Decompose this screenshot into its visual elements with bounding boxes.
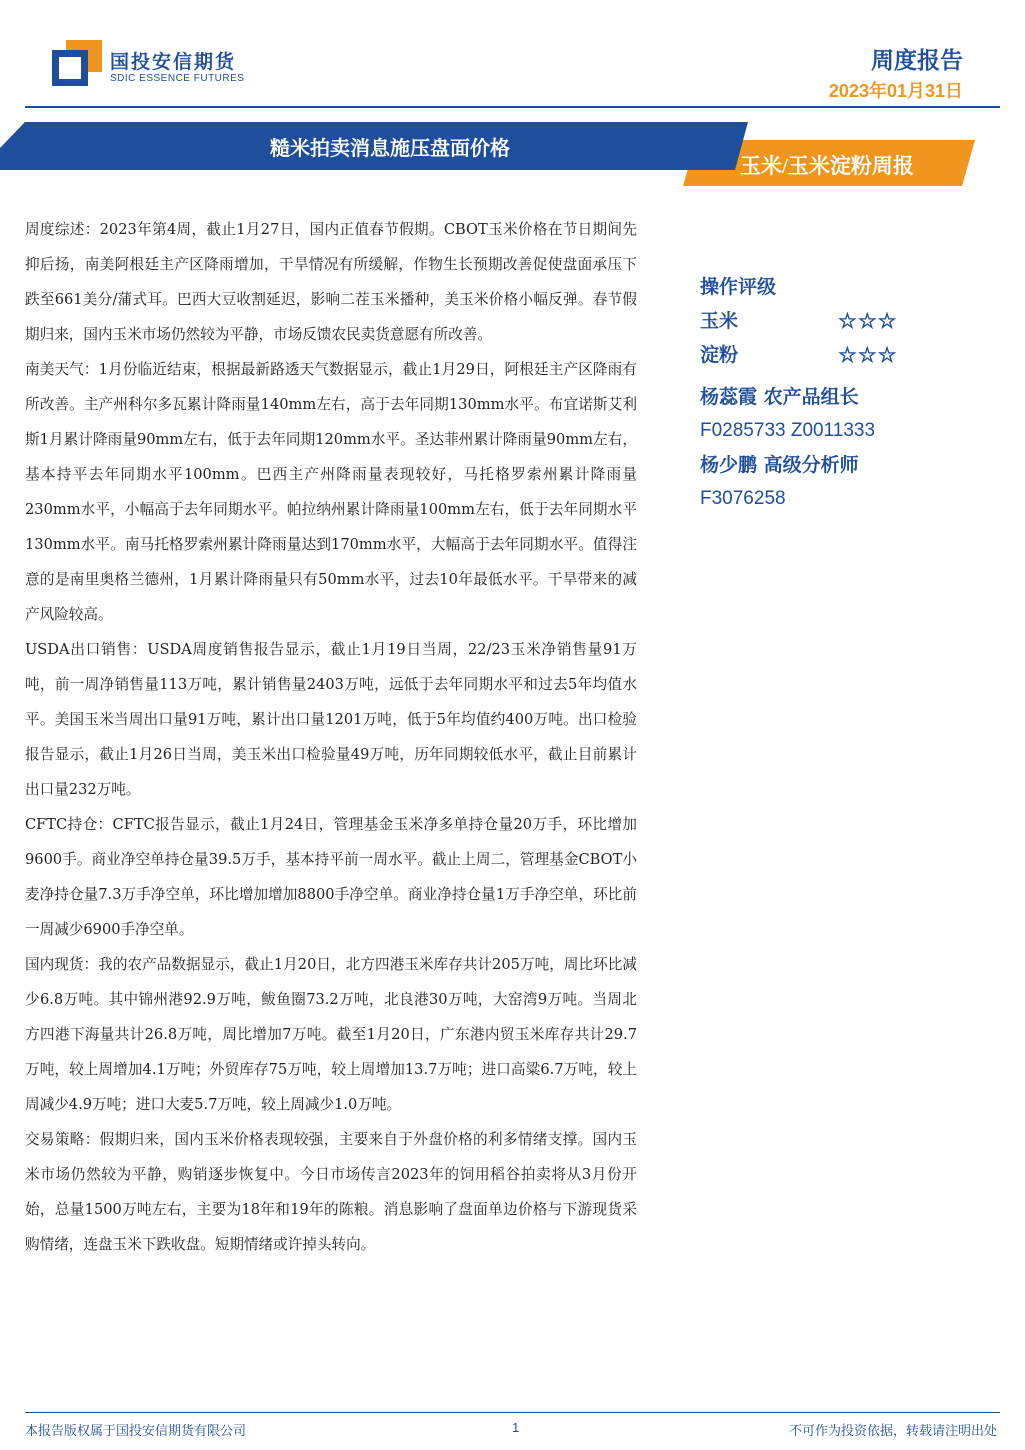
analyst-name-title: 杨少鹏 高级分析师 [700,454,859,476]
star-rating-icon: ☆☆☆ [838,308,898,333]
sidebar [700,270,960,516]
section-weekly-summary: 周度综述：2023年第4周，截止1月27日，国内正值春节假期。CBOT玉米价格在节日期间先抑后扬，南美阿根廷主产区降雨增加，干旱情况有所缓解，作物生长预期改善促使盘面承压下跌至661美分/蒲式耳。巴西大豆收割延迟，影响二茬玉米播种，美玉米价格小幅反弹。春节假期归来，国内玉米市场仍然较为平静，市场反馈农民卖货意愿有所改善。 [25,221,637,343]
analyst-name-title: 杨蕊霞 农产品组长 [700,386,859,408]
report-date: 2023年01月31日 [828,81,963,101]
rating-row-corn [700,304,960,338]
company-logo-icon [52,40,102,86]
section-usda-export-sales: USDA出口销售：USDA周度销售报告显示，截止1月19日当周，22/23玉米净销售量91万吨，前一周净销售量113万吨，累计销售量2403万吨，远低于去年同期水平和过去5年均值水平。美国玉米当周出口量91万吨，累计出口量1201万吨，低于5年均值约400万吨。出口检验报告显示，截止1月26日当周，美玉米出口检验量49万吨，历年同期较低水平，截止目前累计出口量232万吨。 [25,641,637,798]
rating-label: 玉米 [700,310,739,332]
section-domestic-spot: 国内现货：我的农产品数据显示，截止1月20日，北方四港玉米库存共计205万吨，周比环比减少6.8万吨。其中锦州港92.9万吨，鲅鱼圈73.2万吨，北良港30万吨，大窑湾9万吨。当周北方四港下海量共计26.8万吨，周比增加7万吨。截至1月20日，广东港内贸玉米库存共计29.7万吨，较上周增加4.1万吨；外贸库存75万吨，较上周增加13.7万吨；进口高粱6.7万吨，较上周减少4.9万吨；进口大麦5.7万吨，较上周减少1.0万吨。 [25,956,637,1113]
analyst-license: F0285733 Z0011333 [700,420,876,441]
report-body [25,212,637,1262]
report-subtitle: 玉米/玉米淀粉周报 [740,154,914,178]
rating-heading: 操作评级 [700,276,777,298]
logo-name-en: SDIC ESSENCE FUTURES [110,73,245,84]
section-trading-strategy: 交易策略：假期归来，国内玉米价格表现较强，主要来自于外盘价格的利多情绪支撑。国内玉米市场仍然较为平静，购销逐步恢复中。今日市场传言2023年的饲用稻谷拍卖将从3月份开始，总量1500万吨左右，主要为18年和19年的陈粮。消息影响了盘面单边价格与下游现货采购情绪，连盘玉米下跌收盘。短期情绪或许掉头转向。 [25,1131,637,1253]
rating-row-starch [700,338,960,372]
report-type: 周度报告 [871,47,963,73]
footer-copyright: 本报告版权属于国投安信期货有限公司 [25,1423,247,1438]
footer-divider [25,1412,1000,1413]
section-south-america-weather: 南美天气：1月份临近结束，根据最新路透天气数据显示，截止1月29日，阿根廷主产区降雨有所改善。主产州科尔多瓦累计降雨量140mm左右，高于去年同期130mm水平。布宜诺斯艾利斯1月累计降雨量90mm左右，低于去年同期120mm水平。圣达菲州累计降雨量90mm左右，基本持平去年同期水平100mm。巴西主产州降雨量表现较好，马托格罗索州累计降雨量230mm水平，小幅高于去年同期水平。帕拉纳州累计降雨量100mm左右，低于去年同期水平130mm水平。南马托格罗索州累计降雨量达到170mm水平，大幅高于去年同期水平。值得注意的是南里奥格兰德州，1月累计降雨量只有50mm水平，过去10年最低水平。干旱带来的减产风险较高。 [25,361,637,623]
section-cftc-positions: CFTC持仓：CFTC报告显示，截止1月24日，管理基金玉米净多单持仓量20万手，环比增加9600手。商业净空单持仓量39.5万手，基本持平前一周水平。截止上周二，管理基金CBOT小麦净持仓量7.3万手净空单，环比增加增加8800手净空单。商业净持仓量1万手净空单，环比前一周减少6900手净空单。 [25,816,637,938]
analyst-list [700,380,960,516]
star-rating-icon: ☆☆☆ [838,342,898,367]
report-title: 糙米拍卖消息施压盘面价格 [270,138,510,160]
page-number: 1 [512,1420,520,1435]
header-divider [25,106,1000,108]
logo-name-cn: 国投安信期货 [110,52,237,73]
rating-label: 淀粉 [700,344,739,366]
analyst-license: F3076258 [700,488,786,509]
footer-disclaimer: 不可作为投资依据，转载请注明出处 [788,1423,997,1438]
